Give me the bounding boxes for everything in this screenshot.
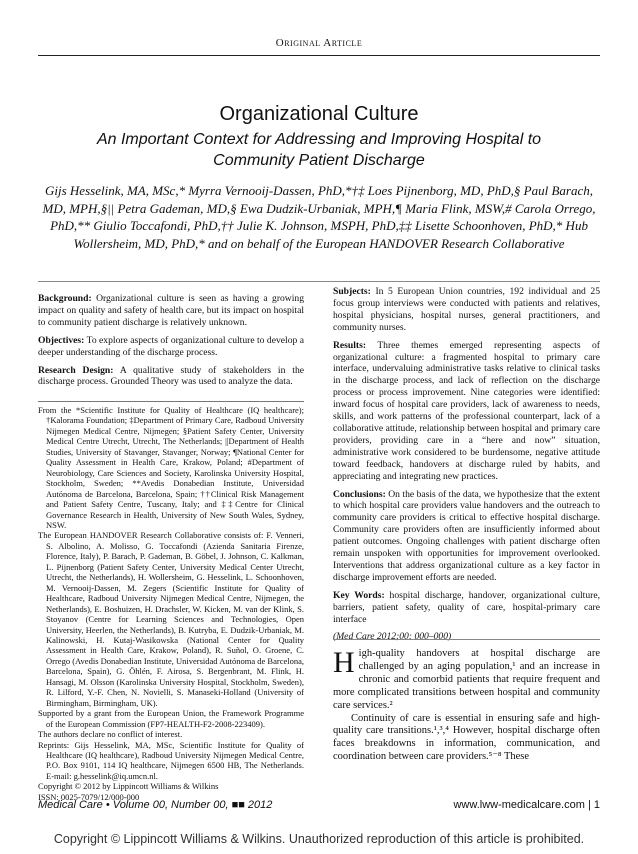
running-head: Original Article — [275, 37, 363, 49]
copyright-notice: Copyright © Lippincott Williams & Wilkins. Unauthorized reproduction of this article is prohibited. — [53, 832, 585, 846]
affiliation-institutions: From the *Scientific Institute for Quality of Healthcare (IQ healthcare); †Kalorama Foundation; ‡Department of Primary Care, Radboud University Nijmegen Medical Centre, Nijmegen; §Patient Safety Center, University Medical Centre Utrecht, Utrecht, The Netherlands; ||Department of Health Studies, University of Stavanger, Stavanger, Norway; ¶National Center for Quality Assessment in Health Care, Krakow, Poland; #Department of Neurobiology, Care Sciences and Society, Karolinska University Hospital, Stockholm, Sweden; **Avedis Donabedian Institute, Universidad Autónoma de Barcelona, Barcelona, Spain; ††Clinical Risk Management and Patient Safety Centre, Tuscany, Italy; and ‡‡Centre for Clinical Governance Research in Health, University of New South Wales, Sydney, NSW. — [38, 405, 304, 530]
drop-cap: H — [333, 646, 355, 679]
affiliation-copyright: Copyright © 2012 by Lippincott Williams & Wilkins — [38, 781, 219, 792]
conclusions-text: On the basis of the data, we hypothesize that the extent to which hospital care providers value handovers and the outreach to community care providers is critical to effective hospital discharge. Community care providers often are insufficiently informed about patient outcomes. Ongoing challenges with patient discharge often remain unspoken with opportunities for improvement overlooked. Interventions that address organizational culture as a key factor in discharge improvement efforts are needed. — [333, 488, 600, 583]
design-text: A qualitative study of stakeholders in the discharge process. Grounded Theory was used to analyze the data. — [38, 364, 305, 388]
intro-rule — [333, 639, 600, 640]
page-footer — [38, 799, 600, 815]
abstract-design — [38, 365, 304, 389]
subjects-label: Subjects: — [333, 286, 371, 297]
keywords-label: Key Words: — [333, 589, 385, 601]
affiliation-issn: ISSN: 0025-7079/12/000-000 — [38, 791, 140, 802]
affiliations-footnote — [38, 405, 304, 802]
abstract-right-column — [333, 286, 600, 649]
intro-paragraph-2: Continuity of care is essential in ensuring safe and high-quality care transitions.¹,³,⁴ However, hospital discharge often faces breakdowns in information, communication, and coordination between care providers.⁵⁻⁸ These — [333, 712, 600, 763]
conclusions-label: Conclusions: — [333, 488, 386, 500]
background-text: Organizational culture is seen as having a growing impact on quality and safety of health care, but its impact on hospital to community patient discharge is relatively unknown. — [38, 293, 304, 328]
keywords-text: hospital discharge, handover, organizational culture, barriers, patient safety, quality of care, hospital-primary care interface — [333, 589, 600, 625]
intro-paragraph-1: igh-quality handovers at hospital discharge are challenged by an aging population,¹ and an increase in chronic and comorbid patients that require frequent and more complicated transitions between hospital and community care services.² — [333, 648, 600, 711]
affiliation-collaborative: The European HANDOVER Research Collaborative consists of: F. Venneri, S. Albolino, A. Molisso, G. Toccafondi (Azienda Sanitaria Firenze, Florence, Italy), P. Barach, P. Gademan, B. Göbel, J. Johnson, C. Kalkman, L. Pijnenborg (Patient Safety Center, University Medical Center Utrecht, Utrecht, the Netherlands), H. Wollersheim, G. Hesselink, L. Schoonhoven, M. Vernooij-Dassen, M. Zegers (Scientific Institute for Quality of Healthcare, Radboud University Nijmegen Medical Centre, Nijmegen, the Netherlands), E. Boshuizen, H. Drachsler, W. Kicken, M. van der Klink, S. Stoyanov (Centre for Learning Sciences and Technologies, Open University, Heerlen, the Netherlands), B. Kutryba, E. Dudzik-Urbaniak, M. Kalinowski, H. Kutaj-Wasikowska (National Center for Quality Assessment in Health Care, Krakow, Poland), R. Suñol, O. Groene, C. Orrego (Avedis Donabedian Institute, Universidad Autónoma de Barcelona, Barcelona, Spain), G. Öhlén, F. Airosa, S. Bergenbrant, M. Flink, H. Hansagi, M. Olsson (Karolinska University Hospital, Stockholm, Sweden), R. Lilford, Y.-F. Chen, N. Novielli, S. Manaseki-Holland (University of Birmingham, Birmingham, UK). — [38, 530, 304, 708]
affiliation-rule — [38, 401, 304, 402]
background-label: Background: — [38, 293, 92, 304]
abstract-citation: (Med Care 2012;00: 000–000) — [333, 631, 452, 643]
abstract-results — [333, 340, 600, 483]
abstract-objectives — [38, 335, 304, 359]
abstract-keywords — [333, 590, 600, 626]
introduction-text — [333, 648, 600, 764]
footer-url-page: www.lww-medicalcare.com | 1 — [453, 799, 600, 811]
abstract-rule — [38, 281, 600, 282]
affiliation-conflict: The authors declare no conflict of interest. — [38, 729, 183, 740]
objectives-label: Objectives: — [38, 334, 85, 346]
design-label: Research Design: — [38, 364, 114, 376]
affiliation-reprints: Reprints: Gijs Hesselink, MA, MSc, Scientific Institute for Quality of Healthcare (IQ healthcare), Radboud University Nijmegen Medical Centre, P.O. Box 9101, 114 IQ healthcare, Nijmegen 6500 HB, The Netherlands. E-mail: g.hesselink@iq.umcn.nl. — [38, 739, 304, 781]
results-label: Results: — [333, 339, 367, 351]
objectives-text: To explore aspects of organizational culture to develop a deeper understanding of the discharge process. — [38, 334, 304, 358]
abstract-left-column — [38, 293, 304, 394]
header-rule — [38, 55, 600, 56]
article-title: Organizational Culture — [219, 103, 419, 125]
footer-journal: Medical Care • Volume 00, Number 00, ■■ 2012 — [38, 799, 273, 811]
affiliation-funding: Supported by a grant from the European Union, the Framework Programme of the European Commission (FP7-HEALTH-F2-2008-223409). — [38, 708, 304, 729]
abstract-background — [38, 293, 304, 329]
article-subtitle: An Important Context for Addressing and Improving Hospital to Community Patient Discharge — [96, 131, 542, 169]
abstract-subjects — [333, 286, 600, 334]
subjects-text: In 5 European Union countries, 192 individual and 25 focus group interviews were conducted with patients and relatives, hospital physicians, hospital nurses, general practitioners, and community nurses. — [333, 286, 600, 333]
author-list: Gijs Hesselink, MA, MSc,* Myrra Vernooij-Dassen, PhD,*†‡ Loes Pijnenborg, MD, PhD,§ Paul Barach, MD, MPH,§|| Petra Gademan, MD,§ Ewa Dudzik-Urbaniak, MPH,¶ Maria Flink, MSW,# Carola Orrego, PhD,** Giulio Toccafondi, PhD,†† Julie K. Johnson, MSPH, PhD,‡‡ Lisette Schoonhoven, PhD,* Hub Wollersheim, MD, PhD,* and on behalf of the European HANDOVER Research Collaborative — [42, 183, 596, 251]
results-text: Three themes emerged representing aspects of organizational culture: a fragmented hospital to primary care interface, undervaluing administrative tasks relative to clinical tasks in the discharge process, and lack of reflection on the discharge process or process improvement. Nine categories were identified: inward focus of hospital care providers, lack of awareness to needs, skills, and work patterns of the professional counterpart, lack of a collaborative attitude, relationship between hospital and primary care providers, providing care in a “here and now” situation, administrative work considered to be burdensome, negative attitude toward feedback, handovers at discharge ruled by habits, and appreciating and integrating new practices. — [333, 339, 600, 482]
abstract-conclusions — [333, 489, 600, 584]
